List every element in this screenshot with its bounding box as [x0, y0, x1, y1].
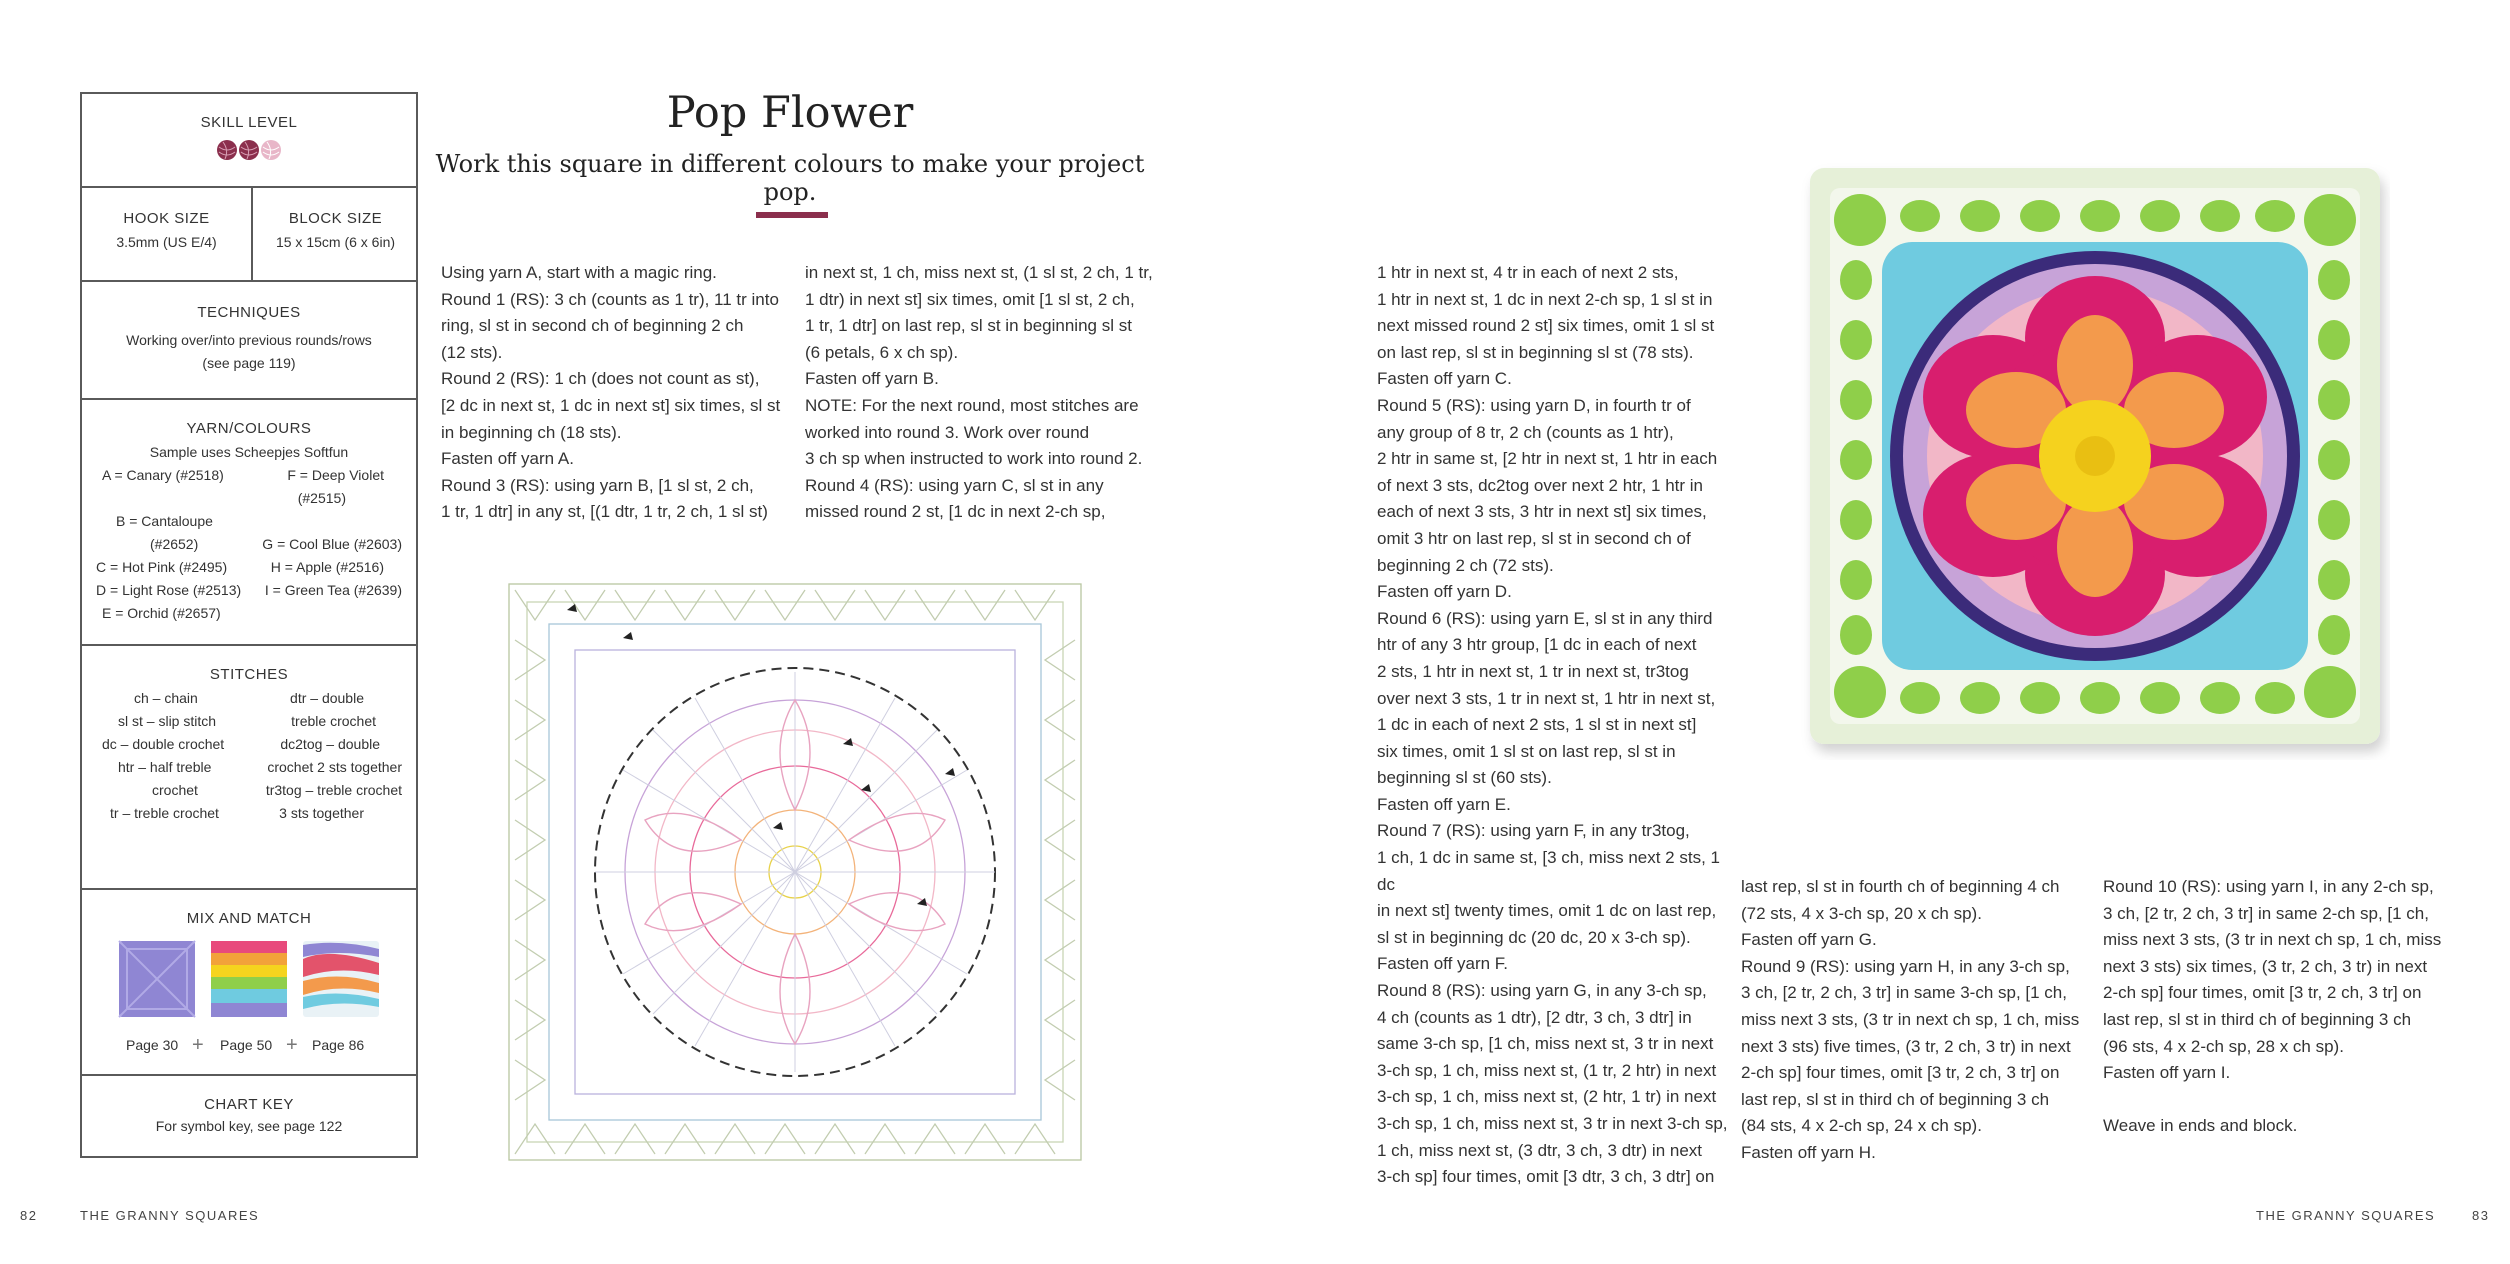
mix-label-page-30[interactable]: Page 30 — [126, 1037, 179, 1053]
block-size-title: BLOCK SIZE — [288, 210, 383, 227]
instructions-column-1: Using yarn A, start with a magic ring. Round 1 (RS): 3 ch (counts as 1 tr), 11 tr into ring, sl st in second ch of beginning 2 ch (12 sts). Round 2 (RS): 1 ch (does not count as st), [2 dc in next st, 1 dc in next st] six times, sl st in beginning ch (18 sts). Fasten off yarn A. Round 3 (RS): using yarn B, [1 sl st, 2 ch, 1 tr, 1 dtr] in any st, [(1 dtr, 1 tr, 2 ch, 1 sl st) — [441, 263, 781, 522]
left-running-footer: THE GRANNY SQUARES — [80, 1208, 260, 1223]
stitches-section — [82, 646, 416, 890]
instructions-column-4: last rep, sl st in fourth ch of beginning 4 ch (72 sts, 4 x 3-ch sp, 20 x ch sp). Fasten off yarn G. Round 9 (RS): using yarn H, in any 3-ch sp, 3 ch, [2 tr, 2 ch, 3 tr] in same 3-ch sp, [1 ch, miss next 3 sts, (3 tr in next ch sp, 1 ch, miss next 3 sts) five times, (3 tr, 2 ch, 3 tr) in next 2-ch sp] four times, omit [3 tr, 2 ch, 3 tr] on last rep, sl st in third ch of beginning 3 ch (84 sts, 4 x 2-ch sp, 24 x ch sp). Fasten off yarn H. — [1741, 877, 2080, 1162]
right-page-number: 83 — [2472, 1208, 2490, 1223]
size-section — [82, 188, 416, 282]
stitch-row: sl st – slip stitch treble crochet — [118, 713, 376, 729]
hook-size-value: 3.5mm (US E/4) — [116, 234, 217, 250]
chart-key-text: For symbol key, see page 122 — [155, 1118, 343, 1134]
mix-label-page-50[interactable]: Page 50 — [220, 1037, 273, 1053]
page-title: Pop Flower — [666, 88, 914, 138]
yarn-sample: Sample uses Scheepjes Softfun — [149, 444, 349, 460]
mix-label-page-86[interactable]: Page 86 — [312, 1037, 365, 1053]
instructions-column-5: Round 10 (RS): using yarn I, in any 2-ch sp, 3 ch, [2 tr, 2 ch, 3 tr] in same 2-ch sp, [1 ch, miss next 3 sts, (3 tr in next ch sp, 1 ch, miss next 3 sts) six times, (3 tr, 2 ch, 3 tr) in next 2-ch sp] four times, omit [3 tr, 2 ch, 3 tr] on last rep, sl st in third ch of beginning 3 ch (96 sts, 4 x 2-ch sp, 28 x ch sp). Fasten off yarn I. Weave in ends and block. — [2103, 877, 2442, 1136]
techniques-page-ref: (see page 119) — [202, 355, 296, 371]
stitch-row: ch – chain dtr – double — [134, 690, 364, 706]
yarn-row: E = Orchid (#2657) — [102, 605, 221, 621]
instructions-column-2: in next st, 1 ch, miss next st, (1 sl st, 2 ch, 1 tr, 1 dtr) in next st] six times, omit [1 sl st, 2 ch, 1 tr, 1 dtr] on last rep, sl st in beginning sl st (6 petals, 6 x ch sp). Fasten off yarn B. NOTE: For the next round, most stitches are worked into round 3. Work over round 3 ch sp when instructed to work into round 2. Round 4 (RS): using yarn C, sl st in any missed round 2 st, [1 dc in next 2-ch sp, — [805, 263, 1153, 522]
yarn-row: (#2515) — [297, 490, 346, 506]
stitches-title: STITCHES — [209, 666, 289, 683]
techniques-title: TECHNIQUES — [197, 304, 301, 321]
chart-key-section — [82, 1076, 416, 1156]
title-divider — [756, 212, 828, 218]
yarn-section — [82, 400, 416, 646]
block-size-cell — [253, 188, 418, 280]
yarn-row: D = Light Rose (#2513) I = Green Tea (#2639) — [96, 582, 402, 598]
yarn-row: C = Hot Pink (#2495) H = Apple (#2516) — [96, 559, 384, 575]
techniques-section — [82, 282, 416, 400]
yarn-row: (#2652) G = Cool Blue (#2603) — [150, 536, 402, 552]
info-sidebar — [80, 92, 418, 1158]
skill-level-indicator — [82, 139, 416, 161]
mix-swatches — [99, 937, 399, 1023]
skill-level-title: SKILL LEVEL — [200, 114, 298, 131]
yarn-row: B = Cantaloupe — [116, 513, 213, 529]
hook-size-cell — [82, 188, 253, 280]
stitch-row: dc – double crochet dc2tog – double — [102, 736, 380, 752]
crochet-chart — [505, 580, 1085, 1164]
techniques-text: Working over/into previous rounds/rows — [126, 332, 372, 348]
mix-and-match-title: MIX AND MATCH — [186, 910, 312, 927]
plus-icon: + — [192, 1034, 204, 1056]
instructions-column-3: 1 htr in next st, 4 tr in each of next 2 sts, 1 htr in next st, 1 dc in next 2-ch sp, 1 sl st in next missed round 2 st] six times, omit 1 sl st on last rep, sl st in beginning sl st (78 sts). Fasten off yarn C. Round 5 (RS): using yarn D, in fourth tr of any group of 8 tr, 2 ch (counts as 1 htr), 2 htr in same st, [2 htr in next st, 1 htr in each of next 3 sts, dc2tog over next 2 htr, 1 htr in each of next 3 sts, 3 htr in next st] six times, omit 3 htr on last rep, sl st in second ch of beginning 2 ch (72 sts). Fasten off yarn D. Round 6 (RS): using yarn E, sl st in any third htr of any 3 htr group, [1 dc in each of next 2 sts, 1 htr in next st, 1 tr in next st, tr3tog over next 3 sts, 1 tr in next st, 1 htr in next st, 1 dc in each of next 2 sts, 1 sl st in next st] six times, omit 1 sl st on last rep, sl st in beginning sl st (60 sts). Fasten off yarn E. Round 7 (RS): using yarn F, in any tr3tog, 1 ch, 1 dc in same st, [3 ch, miss next 2 sts, 1 dc in next st] twenty times, omit 1 dc on last rep, sl st in beginning dc (20 dc, 20 x 3-ch sp). Fasten off yarn F. Round 8 (RS): using yarn G, in any 3-ch sp, 4 ch (counts as 1 dtr), [2 dtr, 3 ch, 3 dtr] in same 3-ch sp, [1 ch, miss next st, 3 tr in next 3-ch sp, 1 ch, miss next st, (1 tr, 2 htr) in next 3-ch sp, 1 ch, miss next st, (2 htr, 1 tr) in next 3-ch sp, 1 ch, miss next st, 3 tr in next 3-ch sp, 1 ch, miss next st, (3 dtr, 3 ch, 3 dtr) in next 3-ch sp] four times, omit [3 dtr, 3 ch, 3 dtr] on — [1377, 263, 1728, 1187]
hook-size-title: HOOK SIZE — [123, 210, 210, 227]
plus-icon: + — [286, 1034, 298, 1056]
right-running-footer: THE GRANNY SQUARES — [2256, 1208, 2436, 1223]
stitch-row: htr – half treble crochet 2 sts together — [118, 759, 402, 775]
block-size-value: 15 x 15cm (6 x 6in) — [275, 234, 396, 250]
mix-and-match-section — [82, 890, 416, 1076]
skill-level-section — [82, 94, 416, 188]
stitch-row: tr – treble crochet 3 sts together — [110, 805, 364, 821]
stitch-row: crochet tr3tog – treble crochet — [152, 782, 402, 798]
yarn-row: A = Canary (#2518) F = Deep Violet — [102, 467, 384, 483]
yarn-ball-icon — [216, 139, 282, 161]
page-subtitle: Work this square in different colours to make your project pop. — [435, 150, 1145, 206]
yarn-title: YARN/COLOURS — [186, 420, 312, 437]
left-page-number: 82 — [20, 1208, 38, 1223]
pop-flower-photo — [1800, 160, 2390, 760]
chart-key-title: CHART KEY — [204, 1096, 294, 1113]
